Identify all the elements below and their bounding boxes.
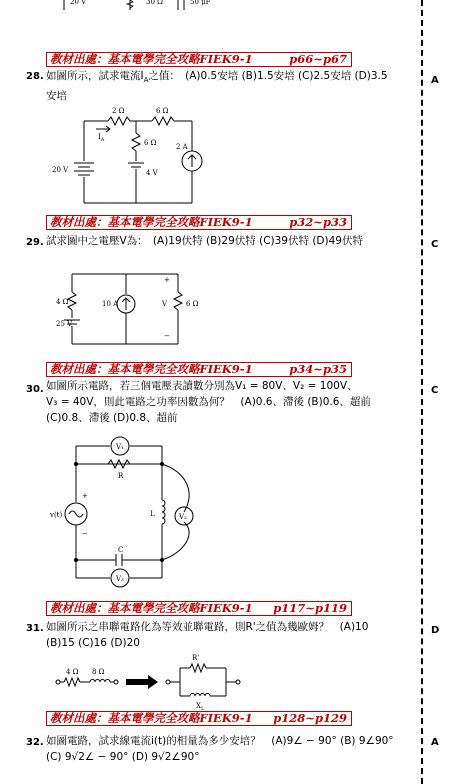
question-text-32: 如圖電路，試求線電流i(t)的相量為多少安培？ (A)9∠ − 90° (B) 9∠90° (C) 9√2∠ − 90° (D) 9√2∠90° — [46, 735, 394, 763]
q30-minus: − — [82, 530, 88, 538]
source-label: 教材出處：基本電學完全攻略FIEK9-1 — [50, 601, 253, 615]
q30-plus: + — [82, 492, 88, 500]
q29-plus: + — [164, 276, 170, 284]
answer-31: D — [431, 625, 440, 636]
source-box-q28 — [46, 52, 352, 67]
source-label: 教材出處：基本電學完全攻略FIEK9-1 — [50, 215, 253, 229]
answer-30: C — [431, 385, 439, 396]
question-text-29: 試求圖中之電壓V為： (A)19伏特 (B)29伏特 (C)39伏特 (D)49伏特 — [46, 235, 363, 247]
q28-r2-label: 6 Ω — [156, 107, 169, 115]
source-pages: p34~p35 — [289, 362, 347, 376]
question-number-32: 32. — [26, 737, 44, 748]
q31-r1-label: 4 Ω — [66, 668, 79, 676]
partial-v-label: 20 V — [70, 0, 87, 6]
q31-rp-label: R' — [192, 654, 200, 662]
q28-r3-label: 6 Ω — [144, 139, 157, 147]
q29-v1-label: 25 V — [56, 320, 73, 328]
q30-l-label: L — [150, 510, 155, 518]
q28-r1-label: 2 Ω — [112, 107, 125, 115]
question-number-28: 28. — [26, 71, 44, 82]
q28-4v-label: 4 V — [146, 169, 158, 177]
q30-c-label: C — [118, 546, 124, 554]
partial-r-label: 30 Ω — [146, 0, 163, 6]
source-box-q30 — [46, 362, 352, 377]
question-number-30: 30. — [26, 384, 44, 395]
q30-src-label: v(t) — [50, 511, 63, 519]
question-text-28: 如圖所示，試求電流$I_A$之值： (A)0.5安培 (B)1.5安培 (C)2.5安培 (D)3.5 安培 — [46, 70, 388, 103]
circuit-q31 — [50, 654, 250, 712]
q28-20v-label: 20 V — [52, 166, 69, 174]
q29-minus: − — [164, 332, 170, 340]
partial-circuit-top — [50, 0, 290, 12]
source-pages: p66~p67 — [289, 52, 347, 66]
source-label: 教材出處：基本電學完全攻略FIEK9-1 — [50, 362, 253, 376]
source-box-q29 — [46, 215, 352, 230]
source-pages: p128~p129 — [273, 711, 347, 725]
circuit-q30 — [46, 432, 206, 592]
q31-xl-label: $X_L$ — [196, 702, 205, 712]
source-pages: p117~p119 — [273, 601, 347, 615]
circuit-q29 — [54, 262, 214, 352]
q29-v-label: V — [162, 300, 168, 308]
question-text-31: 如圖所示之串聯電路化為等效並聯電路，則R'之值為幾歐姆？ (A)10 (B)15 (C)16 (D)20 — [46, 621, 369, 649]
source-box-q32 — [46, 711, 352, 726]
question-number-29: 29. — [26, 237, 44, 248]
q30-v3-label: V₃ — [116, 575, 124, 583]
q31-r2-label: 8 Ω — [92, 668, 105, 676]
q29-r2-label: 6 Ω — [186, 300, 199, 308]
source-label: 教材出處：基本電學完全攻略FIEK9-1 — [50, 52, 253, 66]
source-label: 教材出處：基本電學完全攻略FIEK9-1 — [50, 711, 253, 725]
q29-i1-label: 10 A — [102, 300, 119, 308]
column-divider — [421, 0, 423, 784]
q30-v2-label: V₂ — [179, 513, 187, 521]
answer-29: C — [431, 239, 439, 250]
q28-2a-label: 2 A — [176, 143, 188, 151]
source-pages: p32~p33 — [289, 215, 347, 229]
circuit-q28 — [48, 105, 208, 205]
answer-32: A — [431, 737, 439, 748]
q29-r1-label: 4 Ω — [56, 298, 69, 306]
source-box-q31 — [46, 601, 352, 616]
q28-ia-label: $I_A$ — [98, 133, 105, 143]
q30-v1-label: V₁ — [116, 443, 124, 451]
answer-28: A — [431, 75, 439, 86]
question-number-31: 31. — [26, 623, 44, 634]
partial-c-label: 50 μF — [190, 0, 211, 6]
q30-r-label: R — [118, 472, 124, 480]
question-text-30: 如圖所示電路，若三個電壓表讀數分別為V₁ = 80V、V₂ = 100V、 V₃ = 40V，則此電路之功率因數為何？ (A)0.6、滯後 (B)0.6、超前 (C)0.8、滯後 (D)0.8、超前 — [46, 380, 371, 424]
